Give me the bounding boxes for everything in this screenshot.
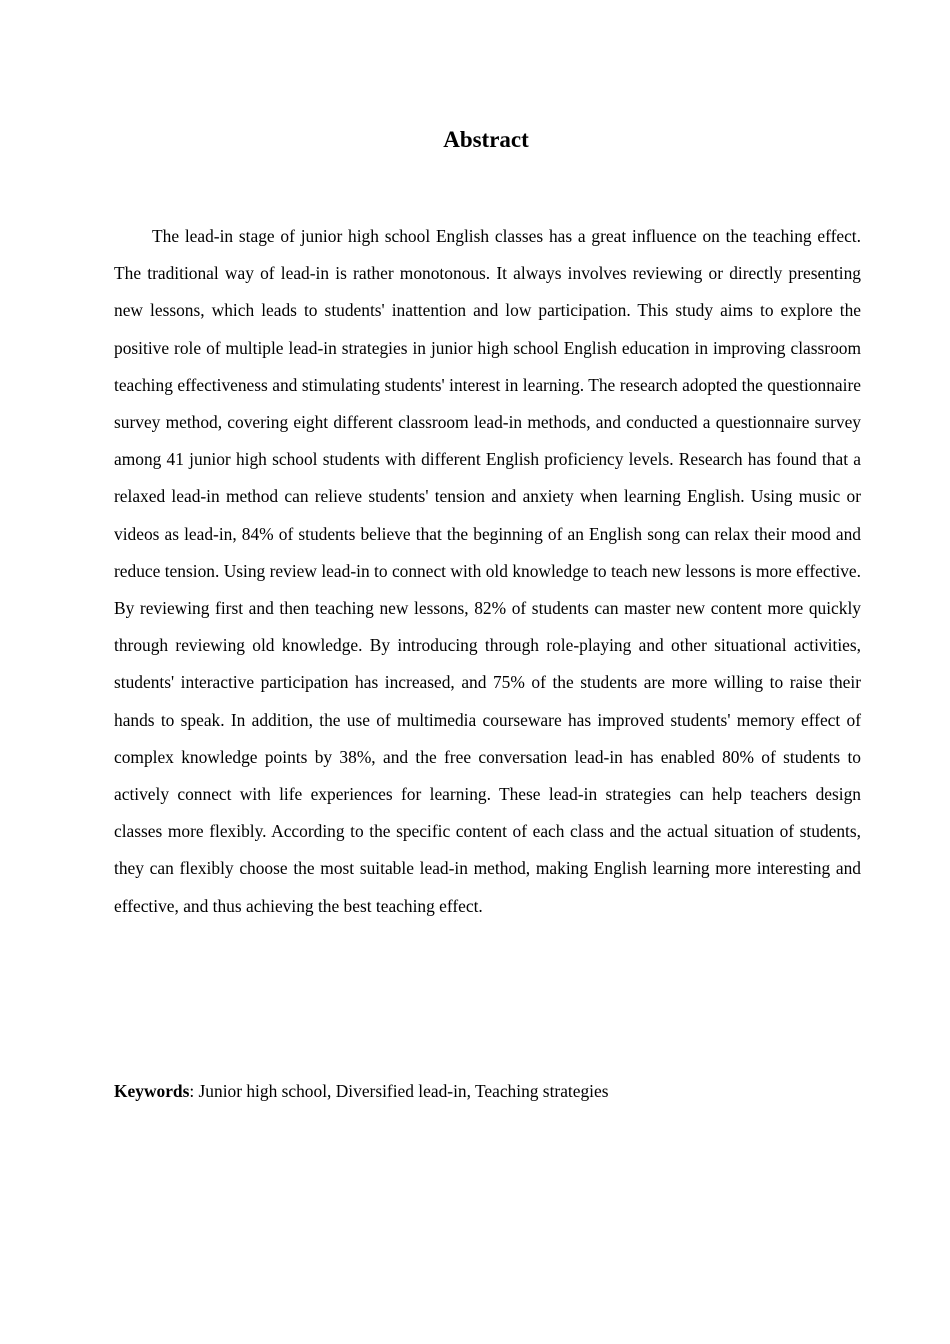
keywords-label: Keywords bbox=[114, 1081, 190, 1101]
abstract-title: Abstract bbox=[443, 127, 529, 152]
keywords-text: : Junior high school, Diversified lead-in, Teaching strategies bbox=[189, 1081, 609, 1101]
abstract-body: The lead-in stage of junior high school English classes has a great influence on the teaching effect. The traditional way of lead-in is rather monotonous. It always involves reviewing or directly presenting new lessons, which leads to students' inattention and low participation. This study aims to explore the positive role of multiple lead-in strategies in junior high school English education in improving classroom teaching effectiveness and stimulating students' interest in learning. The research adopted the questionnaire survey method, covering eight different classroom lead-in methods, and conducted a questionnaire survey among 41 junior high school students with different English proficiency levels. Research has found that a relaxed lead-in method can relieve students' tension and anxiety when learning English. Using music or videos as lead-in, 84% of students believe that the beginning of an English song can relax their mood and reduce tension. Using review lead-in to connect with old knowledge to teach new lessons is more effective. By reviewing first and then teaching new lessons, 82% of students can master new content more quickly through reviewing old knowledge. By introducing through role-playing and other situational activities, students' interactive participation has increased, and 75% of the students are more willing to raise their hands to speak. In addition, the use of multimedia courseware has improved students' memory effect of complex knowledge points by 38%, and the free conversation lead-in has enabled 80% of students to actively connect with life experiences for learning. These lead-in strategies can help teachers design classes more flexibly. According to the specific content of each class and the actual situation of students, they can flexibly choose the most suitable lead-in method, making English learning more interesting and effective, and thus achieving the best teaching effect. bbox=[114, 226, 861, 916]
keywords-line bbox=[114, 1075, 861, 1107]
